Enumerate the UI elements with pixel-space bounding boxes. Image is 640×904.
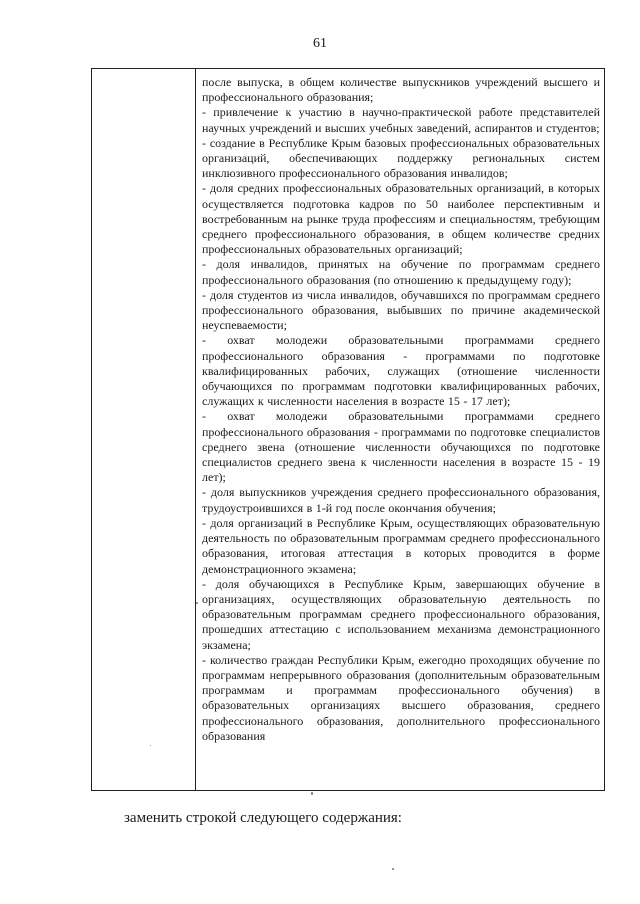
replacement-instruction: заменить строкой следующего содержания:: [124, 810, 402, 826]
indicator-item: - охват молодежи образовательными программами среднего профессионального образования - программами по подготовке специалистов среднего звена (отношение численности обучающихся по подготовке специалистов среднего звена к численности населения в возрасте 15 - 19 лет);: [202, 409, 600, 485]
page-number: 61: [313, 36, 327, 51]
indicator-item: - доля средних профессиональных образовательных организаций, в которых осуществляется подготовка кадров по 50 наиболее перспективным и востребованным на рынке труда профессиям и специальностям, требующим среднего профессионального образования, в общем количестве средних профессиональных образовательных организаций;: [202, 181, 600, 257]
indicator-item: - охват молодежи образовательными программами среднего профессионального образования - программами по подготовке квалифицированных рабочих, служащих (отношение численности обучающихся по программам подготовки квалифицированных рабочих, служащих к численности населения в возрасте 15 - 17 лет);: [202, 333, 600, 409]
scan-speck: [150, 745, 151, 746]
indicator-item: - доля инвалидов, принятых на обучение по программам среднего профессионального образования (по отношению к предыдущему году);: [202, 257, 600, 287]
table-left-cell: [92, 69, 196, 790]
indicator-item: - доля организаций в Республике Крым, осуществляющих образовательную деятельность по образовательным программам среднего профессионального образования, итоговая аттестация в которых проводится в форме демонстрационного экзамена;: [202, 515, 600, 576]
indicator-item: - привлечение к участию в научно-практической работе представителей научных учреждений и высших учебных заведений, аспирантов и студентов;: [202, 105, 600, 135]
indicator-item: - создание в Республике Крым базовых профессиональных образовательных организаций, обеспечивающих поддержку региональных систем инклюзивного профессионального образования инвалидов;: [202, 135, 600, 181]
indicator-item: - доля выпускников учреждения среднего профессионального образования, трудоустроившихся в 1-й год после окончания обучения;: [202, 485, 600, 515]
scan-speck: [311, 792, 313, 795]
table-right-cell: [202, 75, 600, 744]
indicator-item: - количество граждан Республики Крым, ежегодно проходящих обучение по программам непрерывного образования (дополнительным образовательным программам и программам профессионального обучения) в образовательных организациях высшего образования, среднего профессионального образования, дополнительного профессионального образования: [202, 652, 600, 743]
document-table: [91, 68, 605, 791]
indicator-item: - доля студентов из числа инвалидов, обучавшихся по программам среднего профессионального образования, выбывших по причине академической неуспеваемости;: [202, 287, 600, 333]
scan-speck: [196, 602, 198, 604]
scan-speck: [392, 868, 394, 870]
indicator-item: после выпуска, в общем количестве выпускников учреждений высшего и профессионального образования;: [202, 75, 600, 105]
indicator-item: - доля обучающихся в Республике Крым, завершающих обучение в организациях, осуществляющих образовательную деятельность по образовательным программам среднего профессионального образования, прошедших аттестацию с использованием механизма демонстрационного экзамена;: [202, 576, 600, 652]
